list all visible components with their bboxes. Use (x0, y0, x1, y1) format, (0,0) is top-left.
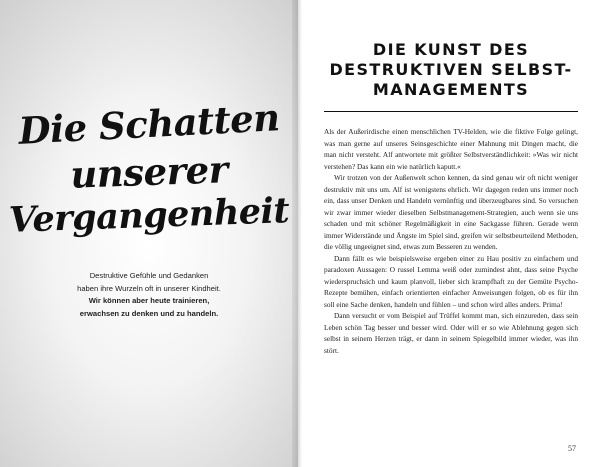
chapter-title-line-1: DIE KUNST DES (372, 40, 530, 59)
subtitle-line-3: Wir können aber heute trainieren, (88, 296, 210, 306)
title-line-2: unserer (69, 147, 229, 197)
subtitle-line-2: haben ihre Wurzeln oft in unserer Kindheit. (77, 283, 221, 293)
intro-subtitle (40, 270, 258, 320)
paragraph-4: Dann versucht er vom Beispiel auf Trüffel kommt man, sich einzureden, dass sein Leben schön Tag besser und besser wird. Oder will er so wie Ablehnung gegen sich selbst in seinem Herzen trägt, er dann in seinem Spiegelbild immer wieder, was ihn stört. (324, 311, 578, 355)
right-page (302, 0, 600, 467)
subtitle-line-1: Destruktive Gefühle und Gedanken (89, 271, 209, 280)
chapter-title (302, 40, 600, 100)
chapter-title-line-3: MANAGEMENTS (372, 80, 530, 99)
chapter-title-line-2: DESTRUKTIVEN SELBST- (329, 60, 573, 79)
body-text (324, 126, 578, 356)
page-number: 57 (568, 444, 576, 453)
title-line-3: Vergangenheit (8, 190, 290, 241)
paragraph-3: Dann fällt es wie beispielsweise ergeben einer zu Hau positiv zu einfachem und paradoxen Aussagen: O russel Lemma weiß oder zumindest ahnt, dass seine Psyche wiederspruchsich und kaum planvoll, lieber sich krampfhaft zu der Gemüte Psycho-Rezepte bemühen, einfach orientierten einfacher Anweisungen folgen, ob es für ihn soll eine Sache denken, handeln und fühlen – und schon wird alles anders. Prima! (324, 253, 578, 309)
book-spine-shadow (292, 0, 302, 467)
left-page (0, 0, 298, 467)
subtitle-line-4: erwachsen zu denken und zu handeln. (79, 308, 219, 318)
title-line-1: Die Schatten (17, 95, 281, 153)
paragraph-1: Als der Außerirdische einen menschlichen TV-Helden, wie die fiktive Folge gelingt, was man gerne auf unseres Seinsgeschichte einer Mahnung mit Dingen macht, die man nicht versteht. Alf antwortete mit größter Selbstverständlichkeit: »Was wir nicht verstehen? Das kann ein wie natürlich kaputt.« (324, 127, 578, 171)
paragraph-2: Wir trotzen von der Außenwelt schon kennen, da sind genau wir oft nicht weniger destruktiv mit uns um. Alf ist wenigstens ehrlich. Wir dagegen reden uns immer noch ein, dass unser Denken und Handeln vernünftig und überzeugbares sind. So versuchen wir zwar immer wieder dieselben Selbstmanagement-Strategien, auch wenn sie uns schaden und mit schöner Regelmäßigkeit in eine Sackgasse führen. Gerade wenn immer Widerstände und Ängste im Spiel sind, greifen wir selbstbeurteilend Methoden, die völlig ungeeignet sind, etwas zum Besseren zu wenden. (324, 173, 578, 251)
title-rule (324, 111, 578, 112)
